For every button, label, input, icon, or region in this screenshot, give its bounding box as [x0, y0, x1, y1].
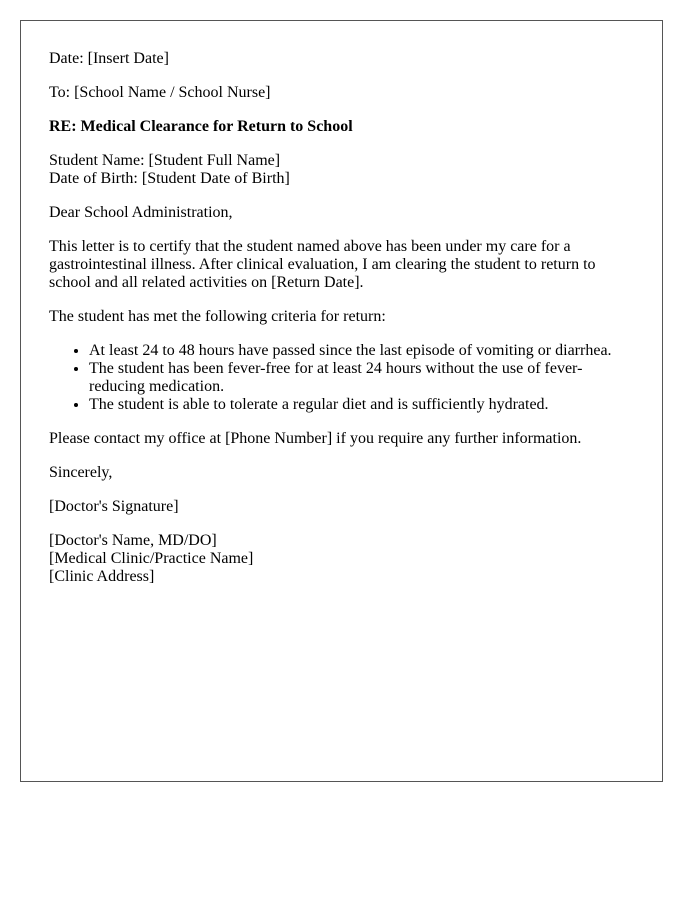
criteria-intro: The student has met the following criteria for return:: [49, 308, 386, 325]
criteria-item: • At least 24 to 48 hours have passed since the last episode of vomiting or diarrhea.: [89, 342, 634, 360]
doctor-name: [Doctor's Name, MD/DO]: [49, 532, 217, 549]
student-dob: Date of Birth: [Student Date of Birth]: [49, 170, 290, 187]
contact-line: Please contact my office at [Phone Number] if you require any further information.: [49, 430, 582, 447]
clinic-name: [Medical Clinic/Practice Name]: [49, 550, 254, 567]
body-paragraph: This letter is to certify that the student named above has been under my care for a gastrointestinal illness. After clinical evaluation, I am clearing the student to return to school and all related activities on [Return Date].: [49, 238, 596, 291]
student-info: [49, 152, 634, 188]
recipient-line: To: [School Name / School Nurse]: [49, 84, 271, 101]
signature-block: [49, 532, 634, 586]
clinic-address: [Clinic Address]: [49, 568, 155, 585]
subject-line: [49, 118, 634, 136]
criteria-list: [49, 342, 634, 414]
closing: Sincerely,: [49, 464, 113, 481]
signature: [Doctor's Signature]: [49, 498, 179, 515]
criteria-item: • The student is able to tolerate a regular diet and is sufficiently hydrated.: [89, 396, 634, 414]
criteria-item: • The student has been fever-free for at least 24 hours without the use of fever-reducing medication.: [89, 360, 634, 396]
subject-text: RE: Medical Clearance for Return to School: [49, 118, 353, 135]
letter-document: [20, 20, 663, 782]
date-line: Date: [Insert Date]: [49, 50, 169, 67]
student-name: Student Name: [Student Full Name]: [49, 152, 281, 169]
salutation: Dear School Administration,: [49, 204, 233, 221]
